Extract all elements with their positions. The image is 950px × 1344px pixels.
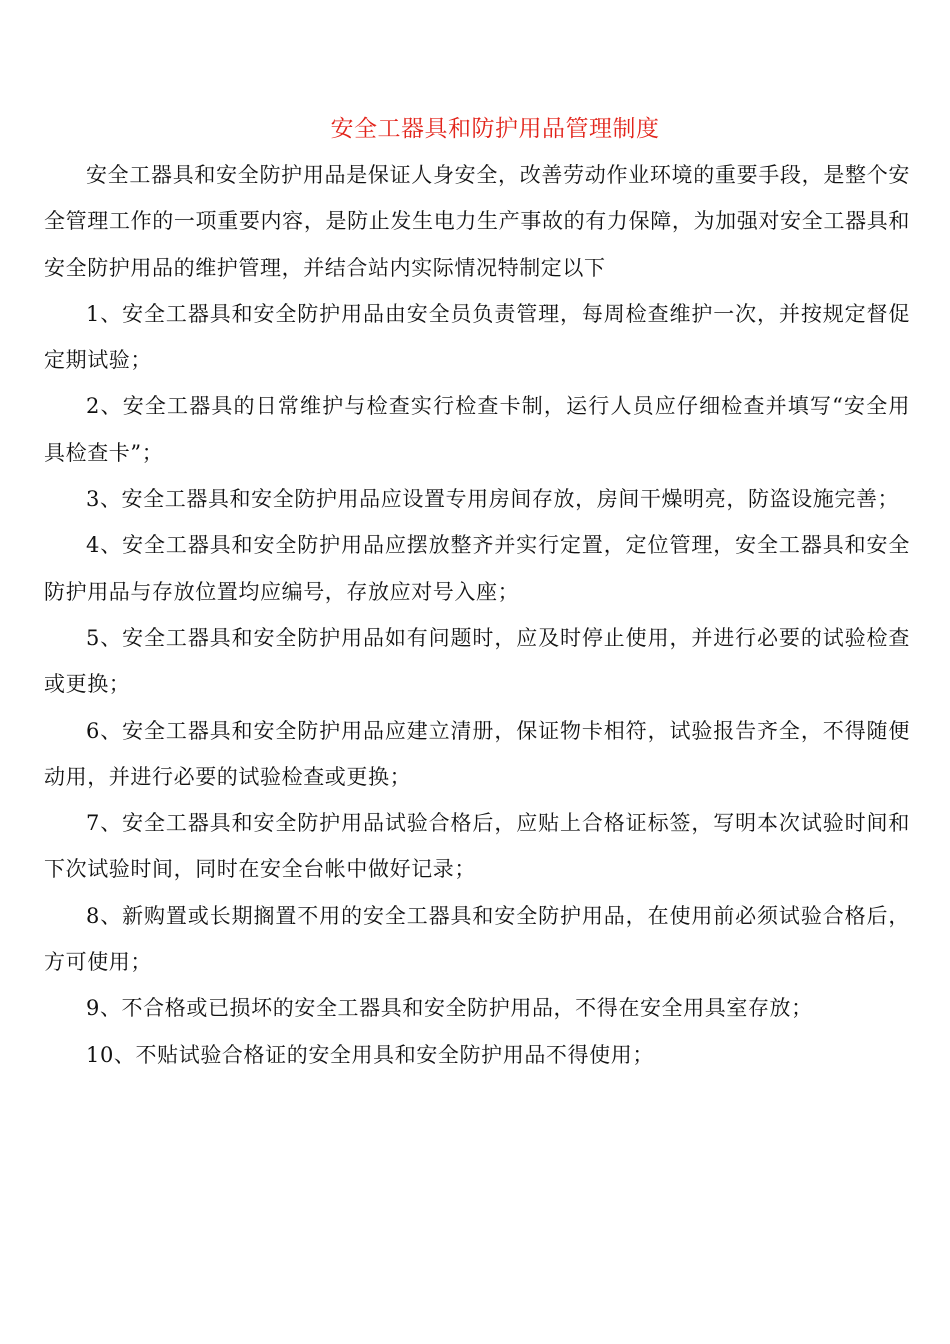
rule-item-10: 10、不贴试验合格证的安全用具和安全防护用品不得使用； (86, 1042, 654, 1067)
rule-item-3: 3、安全工器具和安全防护用品应设置专用房间存放，房间干燥明亮，防盗设施完善； (86, 487, 900, 512)
rule-item-8: 8、新购置或长期搁置不用的安全工器具和安全防护用品，在使用前必须试验合格后，方可使用； (44, 903, 910, 975)
document-body (44, 152, 910, 1078)
rule-item-9: 9、不合格或已损坏的安全工器具和安全防护用品，不得在安全用具室存放； (86, 996, 813, 1021)
rule-item-5: 5、安全工器具和安全防护用品如有问题时，应及时停止使用，并进行必要的试验检查或更换； (44, 625, 910, 697)
rule-item-4: 4、安全工器具和安全防护用品应摆放整齐并实行定置，定位管理，安全工器具和安全防护用品与存放位置均应编号，存放应对号入座； (44, 533, 910, 604)
rule-item-2: 2、安全工器具的日常维护与检查实行检查卡制，运行人员应仔细检查并填写“安全用具检查卡”； (44, 394, 910, 465)
rule-item-6: 6、安全工器具和安全防护用品应建立清册，保证物卡相符，试验报告齐全，不得随便动用，并进行必要的试验检查或更换； (44, 718, 910, 789)
intro-paragraph: 安全工器具和安全防护用品是保证人身安全，改善劳动作业环境的重要手段，是整个安全管理工作的一项重要内容，是防止发生电力生产事故的有力保障，为加强对安全工器具和安全防护用品的维护管理，并结合站内实际情况特制定以下 (44, 163, 910, 280)
rule-item-1: 1、安全工器具和安全防护用品由安全员负责管理，每周检查维护一次，并按规定督促定期试验； (44, 301, 910, 373)
document-title: 安全工器具和防护用品管理制度 (330, 116, 660, 142)
rule-item-7: 7、安全工器具和安全防护用品试验合格后，应贴上合格证标签，写明本次试验时间和下次试验时间，同时在安全台帐中做好记录； (44, 811, 910, 882)
